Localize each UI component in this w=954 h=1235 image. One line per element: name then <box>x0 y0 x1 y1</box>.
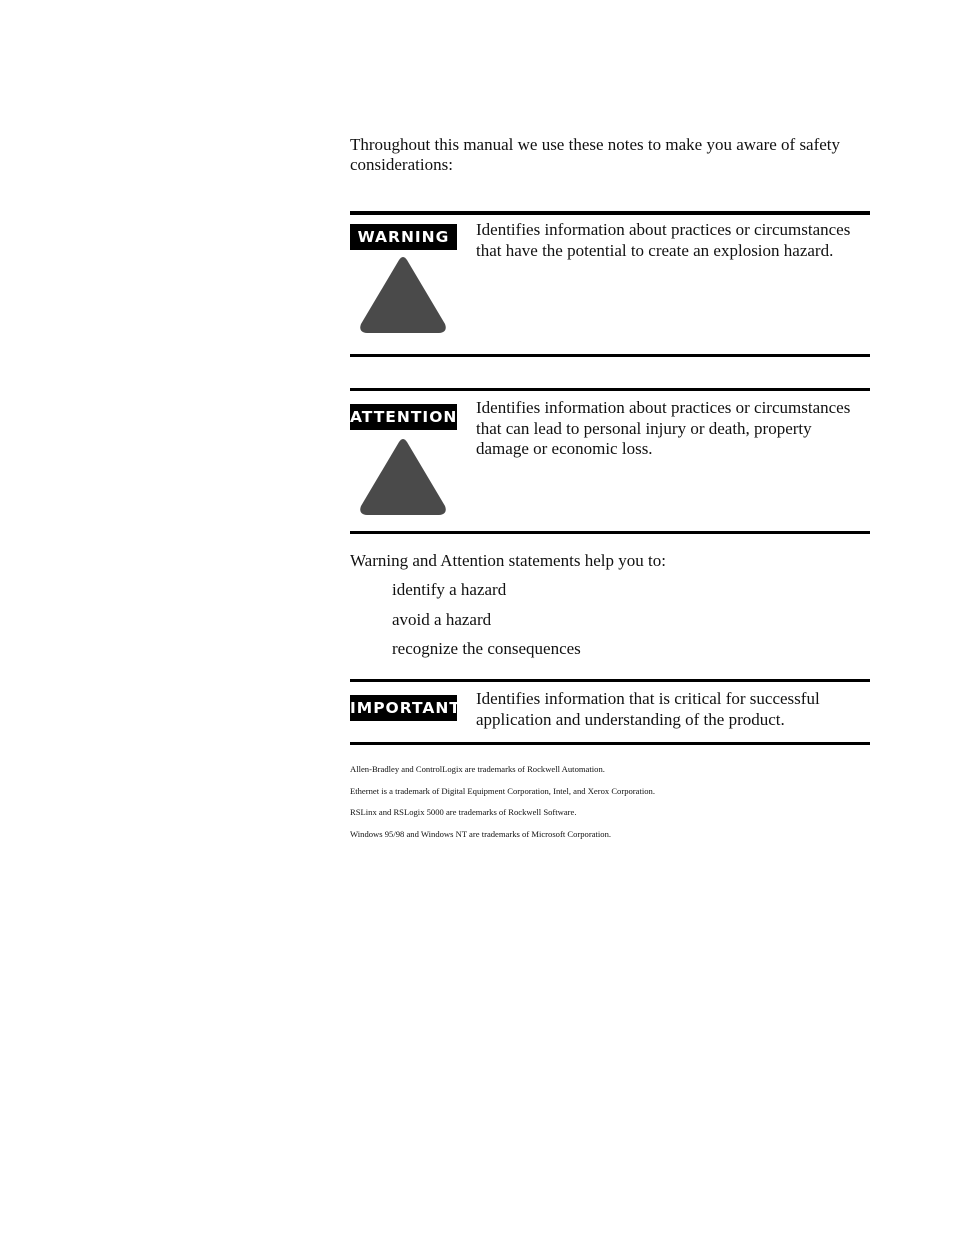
important-badge: IMPORTANT <box>350 695 457 721</box>
trademark-line: Allen-Bradley and ControlLogix are trademarks of Rockwell Automation. <box>350 764 605 774</box>
warning-triangle-icon <box>356 253 450 337</box>
trademark-line: Ethernet is a trademark of Digital Equipment Corporation, Intel, and Xerox Corporation. <box>350 785 655 796</box>
trademark-line: Windows 95/98 and Windows NT are trademarks of Microsoft Corporation. <box>350 828 612 839</box>
attention-top-rule <box>350 388 870 391</box>
attention-bottom-rule <box>350 531 870 534</box>
important-bottom-rule <box>350 742 870 745</box>
trademark-line: RSLinx and RSLogix 5000 are trademarks of Rockwell Software. <box>350 807 577 817</box>
warning-top-rule <box>350 211 870 215</box>
trademark-notices <box>350 764 870 850</box>
help-intro: Warning and Attention statements help you to: <box>350 551 666 570</box>
important-text: Identifies information that is critical for successful application and understanding of the product. <box>476 689 820 729</box>
help-list <box>392 580 581 669</box>
list-item: recognize the consequences <box>392 639 581 658</box>
warning-badge: WARNING <box>350 224 457 250</box>
warning-text: Identifies information about practices or circumstances that have the potential to create an explosion hazard. <box>476 220 851 260</box>
important-top-rule <box>350 679 870 682</box>
attention-triangle-icon <box>356 435 450 519</box>
attention-badge: ATTENTION <box>350 404 457 430</box>
warning-bottom-rule <box>350 354 870 357</box>
list-item: identify a hazard <box>392 580 507 599</box>
attention-text: Identifies information about practices or circumstances that can lead to personal injury or death, property damage or economic loss. <box>476 398 851 458</box>
intro-paragraph: Throughout this manual we use these notes to make you aware of safety considerations: <box>350 135 841 174</box>
list-item: avoid a hazard <box>392 609 492 629</box>
